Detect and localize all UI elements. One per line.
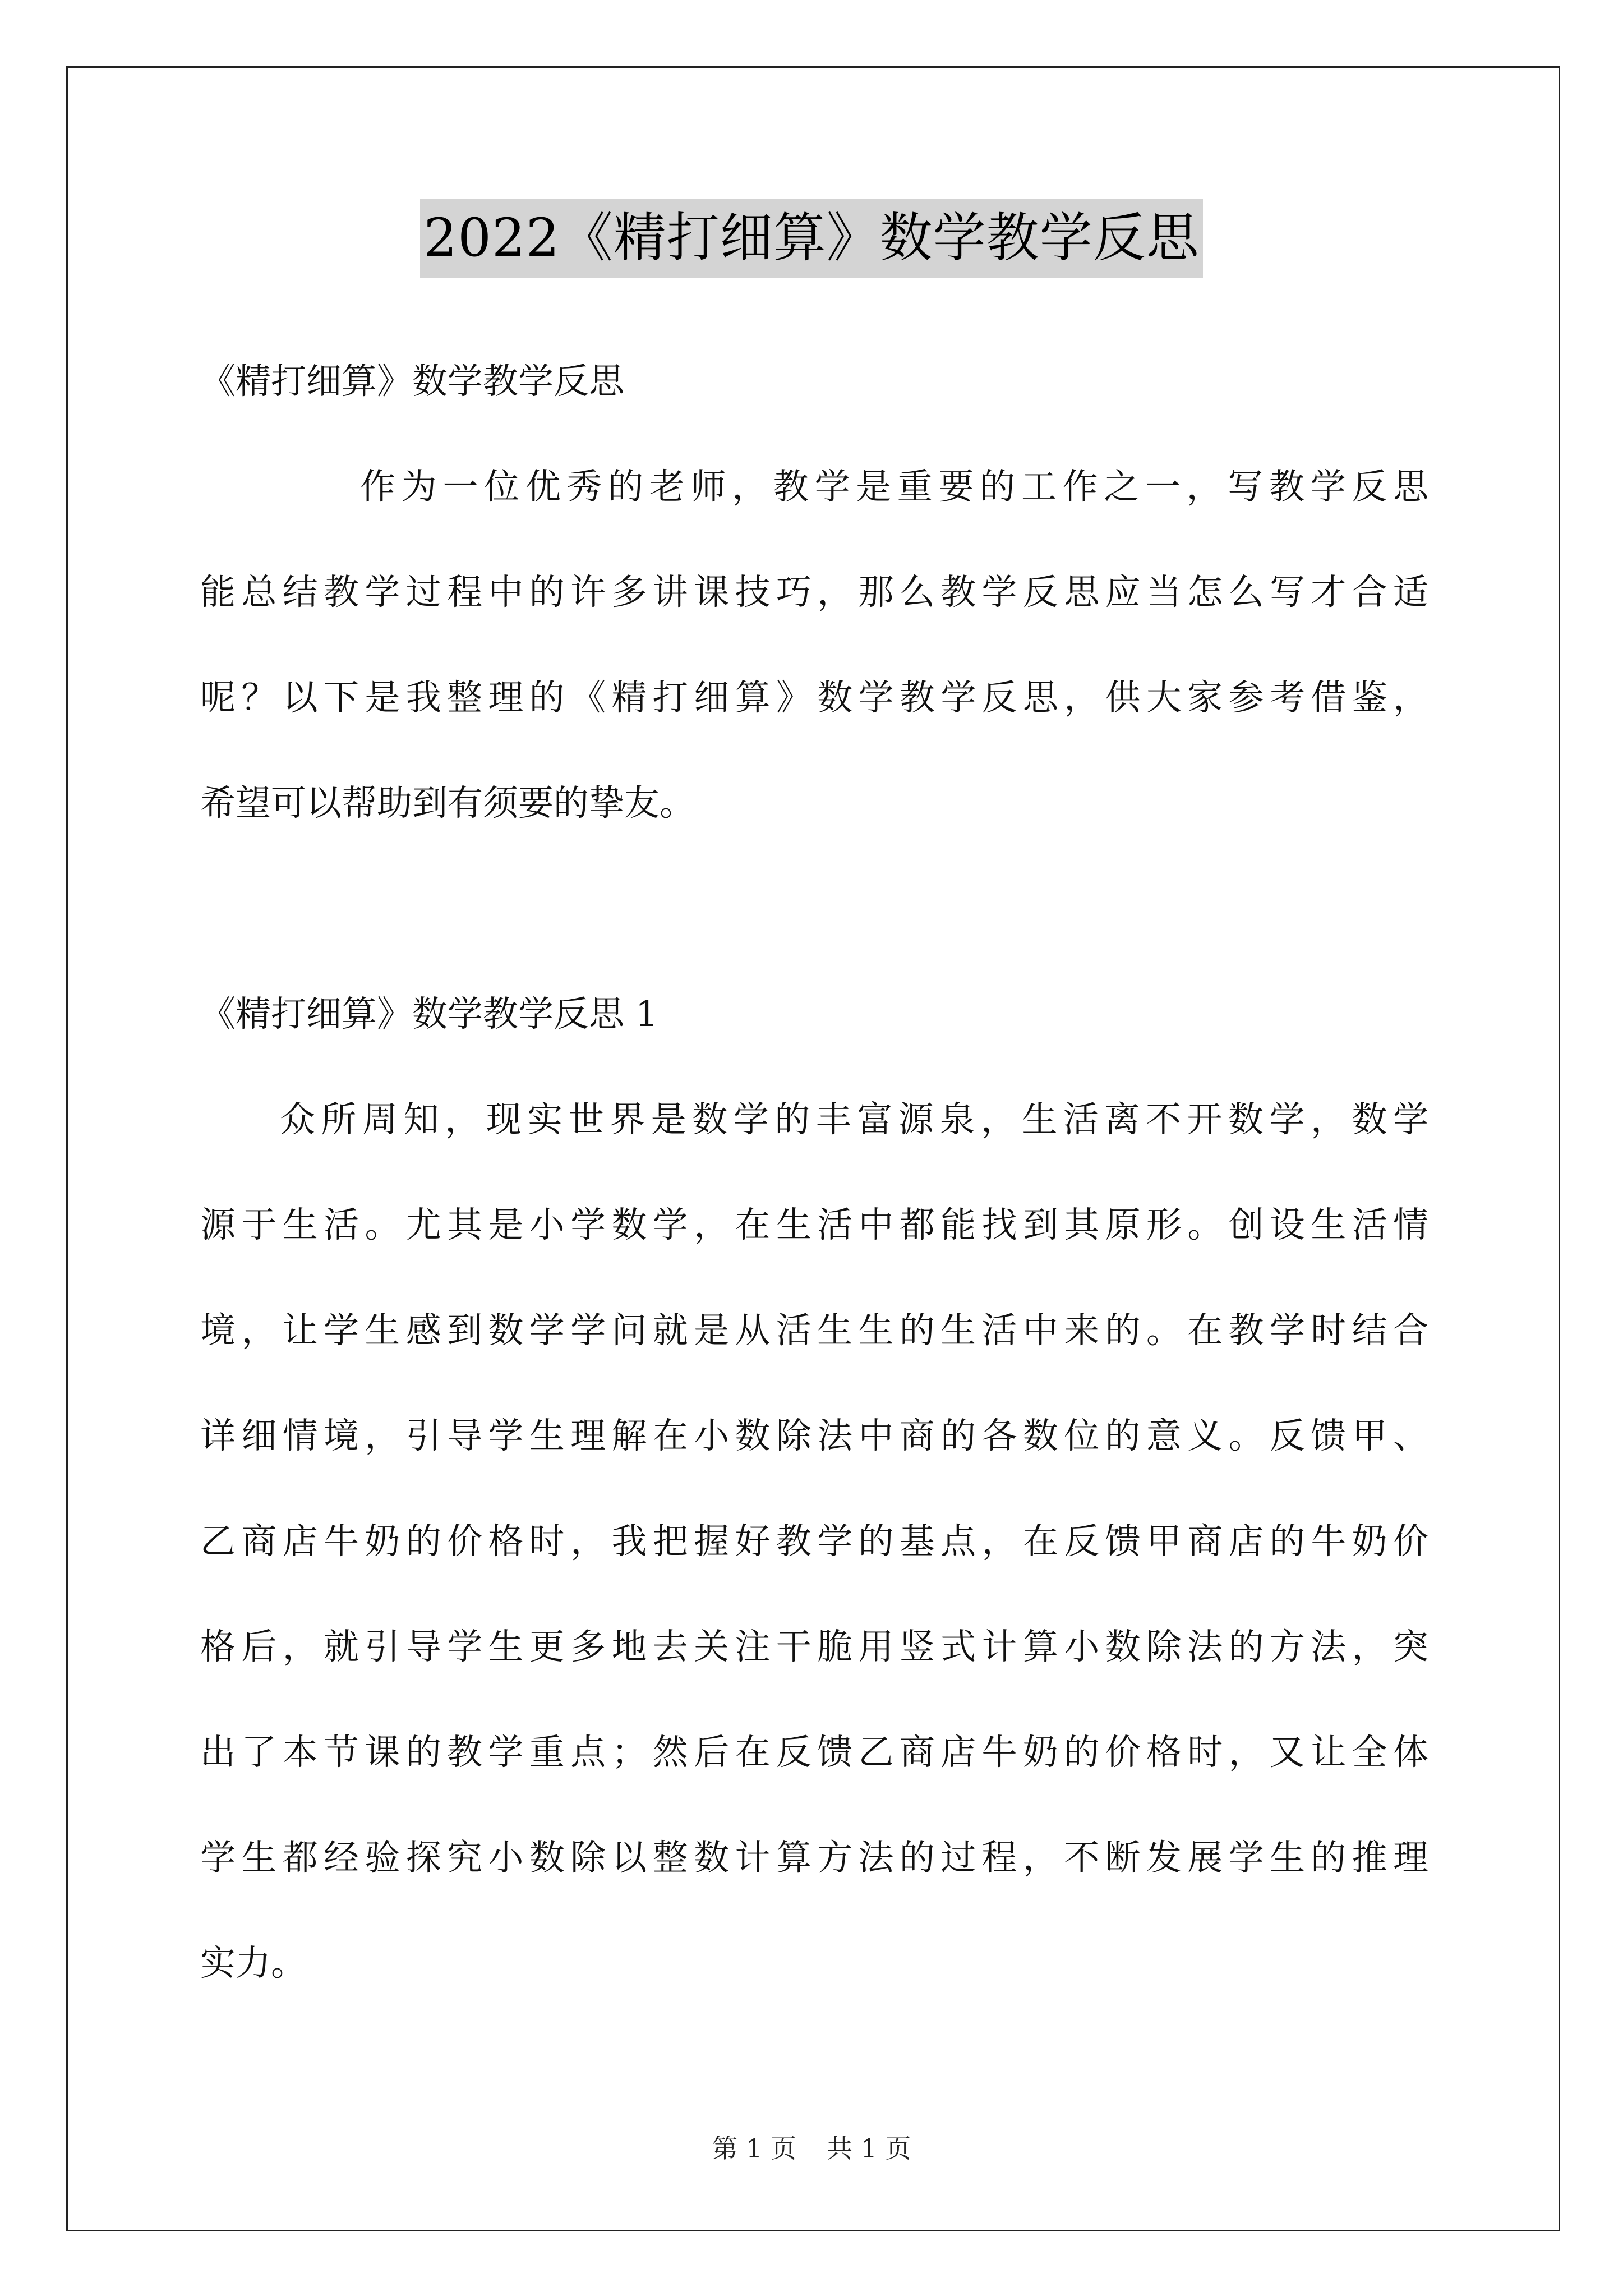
page-number-current: 第 1 页 (712, 2133, 796, 2164)
section-line-8: 学生都经验探究小数除以整数计算方法的过程，不断发展学生的推理 (200, 1837, 1428, 1878)
section-line-3: 境，让学生感到数学学问就是从活生生的生活中来的。在教学时结合 (200, 1310, 1428, 1351)
document-title: 2022《精打细算》数学教学反思 (420, 199, 1202, 278)
section-line-2: 源于生活。尤其是小学数学，在生活中都能找到其原形。创设生活情 (200, 1204, 1428, 1245)
section-line-9: 实力。 (200, 1943, 306, 1984)
intro-line-3: 呢？以下是我整理的《精打细算》数学教学反思，供大家参考借鉴， (200, 677, 1428, 718)
section-heading: 《精打细算》数学教学反思 1 (200, 993, 658, 1034)
intro-line-1: 作为一位优秀的老师，教学是重要的工作之一，写教学反思 (360, 466, 1428, 507)
page-number-total: 共 1 页 (827, 2133, 911, 2164)
document-subtitle: 《精打细算》数学教学反思 (200, 361, 624, 402)
intro-line-4: 希望可以帮助到有须要的挚友。 (200, 783, 695, 823)
section-line-1: 众所周知，现实世界是数学的丰富源泉，生活离不开数学，数学 (280, 1099, 1428, 1140)
section-line-4: 详细情境，引导学生理解在小数除法中商的各数位的意义。反馈甲、 (200, 1415, 1428, 1456)
section-line-5: 乙商店牛奶的价格时，我把握好教学的基点，在反馈甲商店的牛奶价 (200, 1521, 1428, 1562)
page-footer (0, 2132, 1623, 2165)
section-line-6: 格后，就引导学生更多地去关注干脆用竖式计算小数除法的方法，突 (200, 1626, 1428, 1667)
title-wrap (0, 199, 1623, 278)
intro-line-2: 能总结教学过程中的许多讲课技巧，那么教学反思应当怎么写才合适 (200, 572, 1428, 613)
section-line-7: 出了本节课的教学重点；然后在反馈乙商店牛奶的价格时，又让全体 (200, 1732, 1428, 1773)
